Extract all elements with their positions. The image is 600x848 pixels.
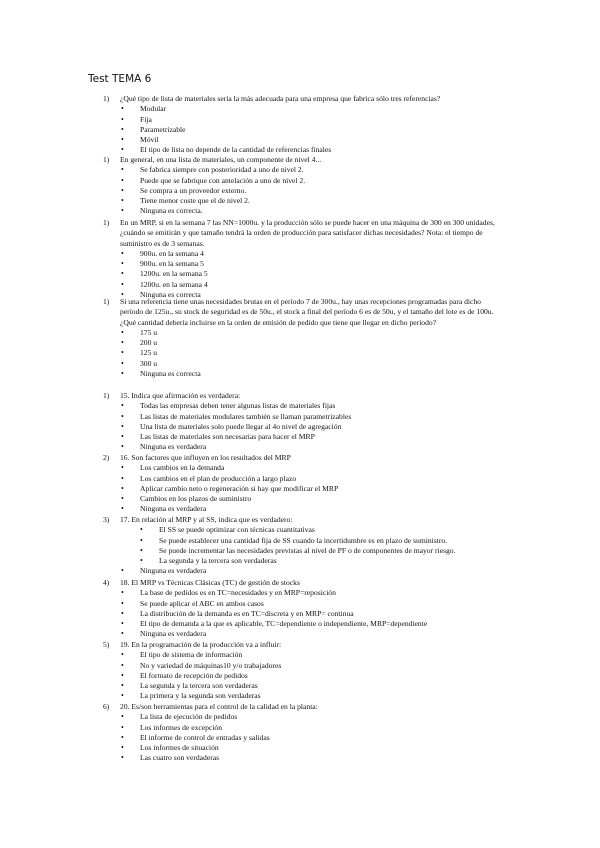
answer-option: • La primera y la segunda son verdaderas — [140, 691, 500, 701]
answer-option: • 1200u. en la semana 4 — [140, 280, 500, 290]
document-title: Test TEMA 6 — [88, 73, 152, 85]
question-item — [0, 515, 600, 577]
answer-option: • El tipo de lista no depende de la cantidad de referencias finales — [140, 145, 500, 155]
answer-option: • 900u. en la semana 4 — [140, 249, 500, 259]
answer-option: • 300 u — [140, 359, 500, 369]
answer-option: • Cambios en los plazos de suministro — [140, 494, 500, 504]
answer-options — [0, 401, 600, 452]
answer-option: • La segunda y la tercera son verdaderas — [140, 681, 500, 691]
answer-option: • Ninguna es correcta. — [140, 206, 500, 216]
answer-option: • Las listas de materiales modulares también se llaman parametrizables — [140, 412, 500, 422]
answer-option: • 175 u — [140, 328, 500, 338]
answer-option: • La lista de ejecución de pedidos — [140, 712, 500, 722]
answer-options — [0, 104, 600, 155]
answer-option: • 200 u — [140, 338, 500, 348]
answer-options — [0, 328, 600, 379]
answer-option: • Se puede incrementar las necesidades previstas al nivel de PF o de componentes de mayor riesgo. — [159, 546, 500, 556]
question-text: En general, en una lista de materiales, un componente de nivel 4... — [120, 155, 322, 164]
answer-option: • Puede que se fabrique con antelación a uno de nivel 2. — [140, 176, 500, 186]
answer-option: • La base de pedidos es en TC=necesidades y en MRP=reposición — [140, 588, 500, 598]
question-item — [0, 391, 600, 453]
question-number: 1) — [103, 94, 110, 103]
question-text: ¿Qué tipo de lista de materiales sería la más adecuada para una empresa que fabrica sólo tres referencias? — [120, 94, 441, 103]
question-text: 16. Son factores que influyen en los resultados del MRP — [120, 453, 291, 462]
answer-option: • Las listas de materiales son necesarias para hacer el MRP — [140, 432, 500, 442]
question-item — [0, 218, 600, 300]
answer-option: • Ninguna es verdadera — [140, 504, 500, 514]
answer-option: • Modular — [140, 104, 500, 114]
question-number: 4) — [103, 578, 110, 587]
answer-option: • Móvil — [140, 135, 500, 145]
answer-option: • Ninguna es verdadera — [140, 629, 500, 639]
question-text: Si una referencia tiene unas necesidades brutas en el período 7 de 300u., hay unas recepciones programadas para dicho período de 125u., su stock de seguridad es de 50u., el stock a final del período 6 es de 50u, y el tamaño del lote es de 100u. ¿Qué cantidad debería incluirse en la orden de emisión de pedido que tiene que llegar en dicho período? — [120, 297, 494, 327]
question-item — [0, 578, 600, 640]
question-item — [0, 297, 600, 379]
answer-options — [0, 525, 600, 576]
question-number: 2) — [103, 453, 110, 462]
answer-option: • El SS se puede optimizar con técnicas cuantitativas — [159, 525, 500, 535]
answer-option: • Los cambios en el plan de producción a largo plazo — [140, 474, 500, 484]
answer-option: • Una lista de materiales solo puede llegar al 4o nivel de agregación — [140, 422, 500, 432]
question-number: 1) — [103, 218, 110, 227]
answer-option: • El tipo de sistema de información — [140, 650, 500, 660]
answer-option: • Se puede aplicar el ABC en ambos casos — [140, 599, 500, 609]
answer-option: • Las cuatro son verdaderas — [140, 753, 500, 763]
answer-options — [0, 712, 600, 763]
answer-option: • Los informes de excepción — [140, 723, 500, 733]
answer-option: • Se fabrica siempre con posterioridad a uno de nivel 2. — [140, 165, 500, 175]
answer-option: • Se compra a un proveedor externo. — [140, 186, 500, 196]
answer-options — [0, 249, 600, 300]
question-text: 17. En relación al MRP y al SS, indica que es verdadero: — [120, 515, 293, 524]
answer-option: • Ninguna es verdadera — [140, 566, 481, 576]
answer-options — [0, 650, 600, 701]
question-number: 3) — [103, 515, 110, 524]
answer-option: • Los cambios en la demanda — [140, 463, 500, 473]
question-item — [0, 640, 600, 702]
question-number: 1) — [103, 155, 110, 164]
answer-option: • La distribución de la demanda es en TC=discreta y en MRP= continua — [140, 609, 500, 619]
answer-option: • El formato de recepción de pedidos — [140, 671, 500, 681]
answer-option: • Ninguna es correcta — [140, 369, 500, 379]
question-text: En un MRP, si en la semana 7 las NN=1000u. y la producción sólo se puede hacer en una máquina de 300 en 300 unidades, ¿cuándo se emitirán y que tamaño tendrá la orden de producción para satisfacer dichas necesidades? Nota: el tiempo de suministro es de 3 semanas. — [120, 218, 495, 248]
question-number: 5) — [103, 640, 110, 649]
answer-options — [0, 165, 600, 216]
question-item — [0, 94, 600, 156]
question-text: 18. El MRP vs Técnicas Clásicas (TC) de gestión de stocks — [120, 578, 300, 587]
question-number: 1) — [103, 297, 110, 306]
answer-option: • Ninguna es correcta — [140, 290, 500, 300]
answer-option: • La segunda y la tercera son verdaderas — [159, 556, 500, 566]
answer-option: • 1200u. en la semana 5 — [140, 269, 500, 279]
question-number: 6) — [103, 702, 110, 711]
answer-option: • 125 u — [140, 348, 500, 358]
answer-option: • El informe de control de entradas y salidas — [140, 733, 500, 743]
answer-options — [0, 463, 600, 514]
question-text: 15. Indica que afirmación es verdadera: — [120, 391, 241, 400]
answer-option: • No y variedad de máquinas10 y/o trabajadores — [140, 661, 500, 671]
answer-option: • El tipo de demanda a la que es aplicable, TC=dependiente o independiente, MRP=dependiente — [140, 619, 500, 629]
answer-option: • Se puede establecer una cantidad fija de SS cuando la incertidumbre es en plazo de suministro. — [159, 536, 500, 546]
question-item — [0, 702, 600, 764]
question-text: 20. Es/son herramientas para el control de la calidad en la planta: — [120, 702, 318, 711]
answer-option: • Parametrizable — [140, 125, 500, 135]
question-item — [0, 155, 600, 217]
question-number: 1) — [103, 391, 110, 400]
answer-option: • Ninguna es verdadera — [140, 442, 500, 452]
answer-option: • Los informes de situación — [140, 743, 500, 753]
answer-option: • Fija — [140, 115, 500, 125]
answer-option: • Aplicar cambio neto o regeneración si hay que modificar el MRP — [140, 484, 500, 494]
answer-option: • Todas las empresas deben tener algunas listas de materiales fijas — [140, 401, 500, 411]
answer-option: • 900u. en la semana 5 — [140, 259, 500, 269]
question-text: 19. En la programación de la producción va a influir: — [120, 640, 282, 649]
answer-option: • Tiene menor coste que el de nivel 2. — [140, 196, 500, 206]
question-item — [0, 453, 600, 515]
answer-options — [0, 588, 600, 639]
